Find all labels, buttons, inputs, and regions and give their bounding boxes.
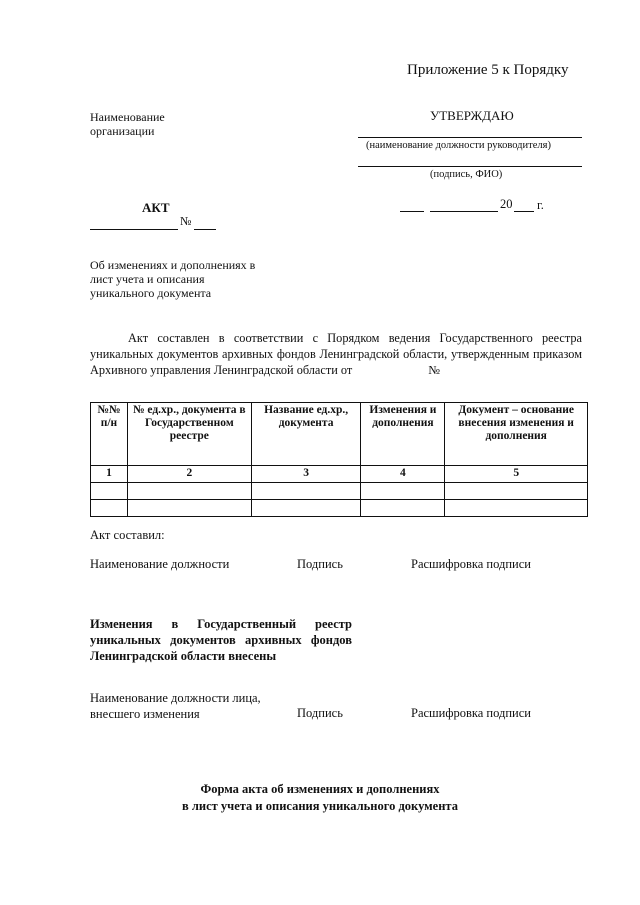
table-header-row — [91, 403, 588, 466]
col-header-changes: Изменения и дополнения — [361, 403, 445, 466]
editor-position-label: Наименование должности лица, внесшего изменения — [90, 691, 261, 721]
form-caption — [90, 781, 550, 815]
compiler-position-label: Наименование должности — [90, 557, 230, 571]
position-signature-line — [358, 137, 582, 138]
col-number-2: 2 — [127, 466, 251, 483]
col-header-number: №№ п/н — [91, 403, 128, 466]
date-day-line — [400, 211, 424, 212]
act-paragraph-number: № — [428, 363, 441, 377]
date-century: 20 — [500, 197, 513, 211]
table-row — [91, 500, 588, 517]
act-title: АКТ — [142, 200, 170, 215]
form-caption-line-1: Форма акта об изменениях и дополнениях — [200, 782, 440, 796]
table-cell — [251, 483, 361, 500]
col-header-title: Название ед.хр., документа — [251, 403, 361, 466]
signature-line — [358, 166, 582, 167]
act-paragraph — [90, 330, 582, 378]
form-caption-line-2: в лист учета и описания уникального документа — [182, 799, 458, 813]
col-header-basis-document: Документ – основание внесения изменения и дополнения — [445, 403, 588, 466]
col-number-3: 3 — [251, 466, 361, 483]
table-cell — [361, 483, 445, 500]
col-header-register-no: № ед.хр., документа в Государственном реестре — [127, 403, 251, 466]
date-year-suffix: г. — [537, 198, 544, 212]
act-number-line — [194, 229, 216, 230]
appendix-label: Приложение 5 к Порядку — [407, 62, 569, 78]
table-cell — [91, 500, 128, 517]
act-paragraph-text: Акт составлен в соответствии с Порядком ведения Государственного реестра уникальных документов архивных фондов Ленинградской области, утвержденным приказом Архивного управления Ленинградской области от — [90, 331, 582, 377]
act-number-label: № — [180, 214, 192, 228]
compiler-decode-label: Расшифровка подписи — [411, 557, 531, 571]
table-cell — [445, 483, 588, 500]
date-month-line — [430, 211, 498, 212]
signature-caption: (подпись, ФИО) — [430, 169, 503, 180]
position-caption: (наименование должности руководителя) — [366, 140, 551, 151]
table-cell — [445, 500, 588, 517]
table-cell — [91, 483, 128, 500]
approve-heading: УТВЕРЖДАЮ — [430, 108, 514, 123]
date-year-line — [514, 211, 534, 212]
register-table — [90, 402, 588, 517]
organization-name-label: Наименование организации — [90, 110, 165, 138]
table-cell — [251, 500, 361, 517]
table-cell — [127, 500, 251, 517]
col-number-1: 1 — [91, 466, 128, 483]
compiler-signature-label: Подпись — [297, 557, 343, 571]
table-cell — [361, 500, 445, 517]
table-number-row — [91, 466, 588, 483]
col-number-4: 4 — [361, 466, 445, 483]
act-compiled-label: Акт составил: — [90, 528, 165, 542]
table-cell — [127, 483, 251, 500]
editor-signature-label: Подпись — [297, 706, 343, 720]
act-subject: Об изменениях и дополнениях в лист учета и описания уникального документа — [90, 258, 256, 300]
editor-decode-label: Расшифровка подписи — [411, 706, 531, 720]
changes-made-statement: Изменения в Государственный реестр уникальных документов архивных фондов Ленинградской области внесены — [90, 617, 352, 663]
act-date-line — [90, 229, 178, 230]
table-row — [91, 483, 588, 500]
col-number-5: 5 — [445, 466, 588, 483]
